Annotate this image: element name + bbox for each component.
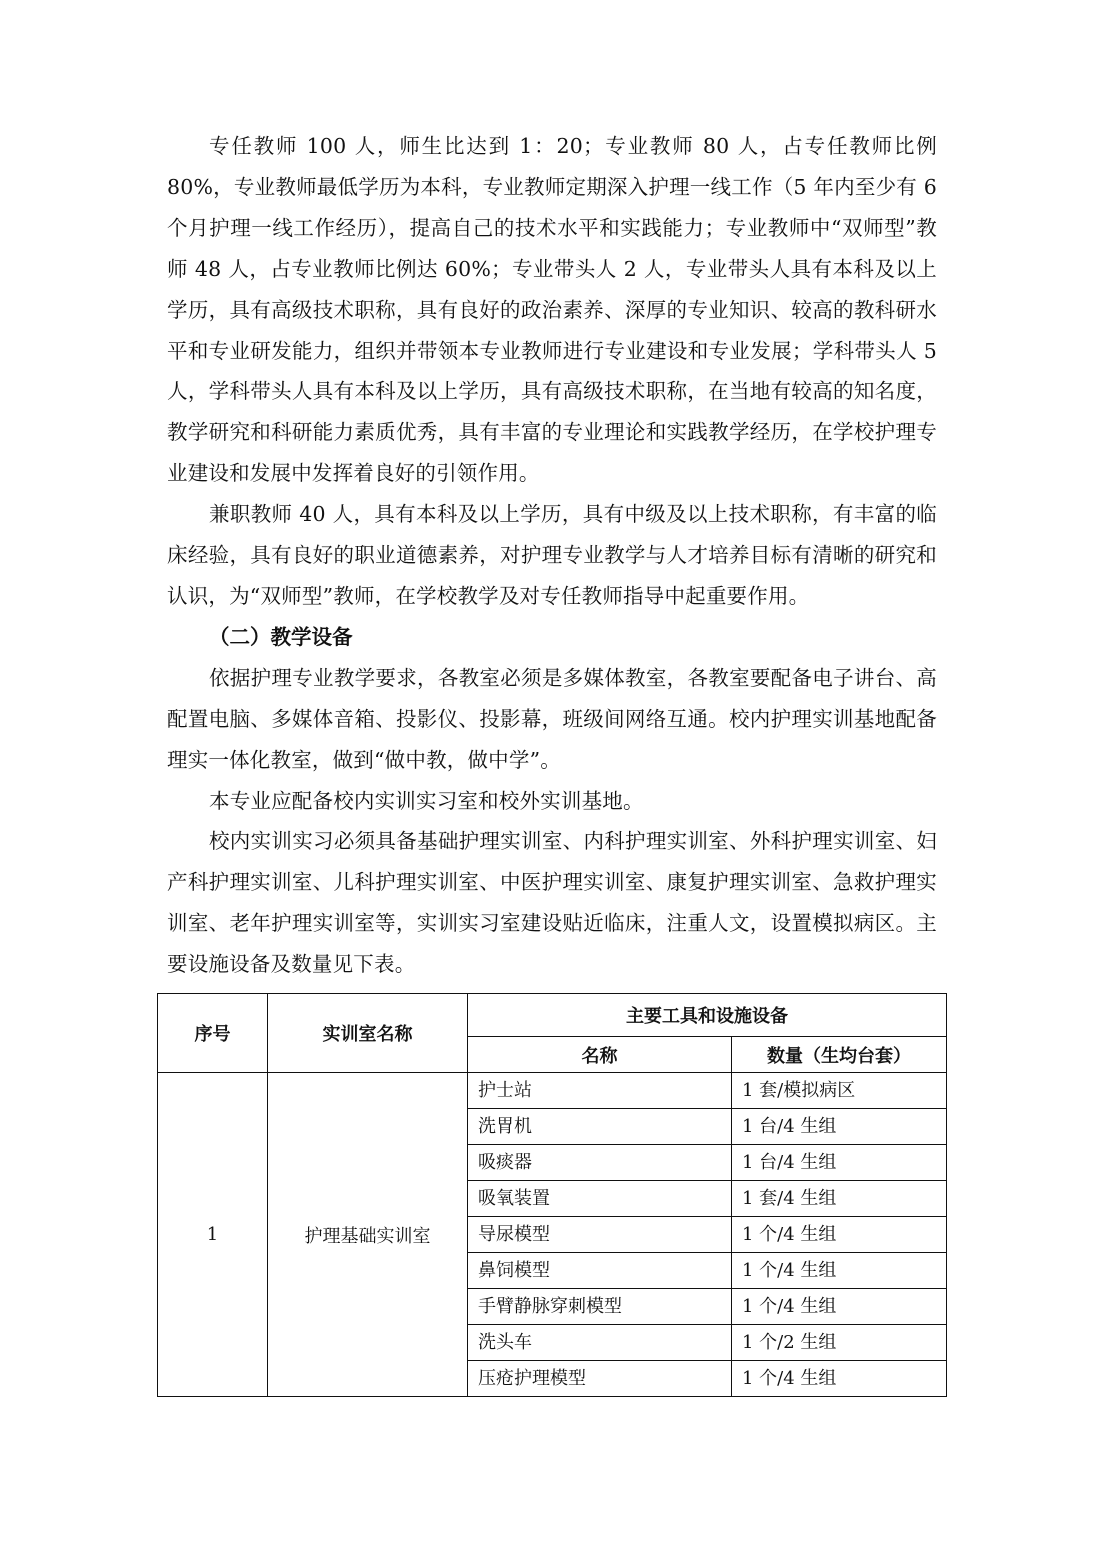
item-quantity-cell: 1 个/4 生组 <box>732 1289 947 1325</box>
row-seq-cell: 1 <box>158 1073 268 1397</box>
item-name-cell: 洗胃机 <box>468 1109 732 1145</box>
item-name-cell: 手臂静脉穿刺模型 <box>468 1289 732 1325</box>
row-room-cell: 护理基础实训室 <box>268 1073 468 1397</box>
document-body <box>167 126 937 985</box>
header-item-name: 名称 <box>468 1037 732 1073</box>
paragraph-training-base: 本专业应配备校内实训实习室和校外实训基地。 <box>209 788 644 813</box>
header-quantity: 数量（生均台套） <box>732 1037 947 1073</box>
item-quantity-cell: 1 台/4 生组 <box>732 1145 947 1181</box>
item-quantity-cell: 1 个/2 生组 <box>732 1325 947 1361</box>
item-name-cell: 吸氧装置 <box>468 1181 732 1217</box>
item-quantity-cell: 1 套/4 生组 <box>732 1181 947 1217</box>
item-name-cell: 吸痰器 <box>468 1145 732 1181</box>
paragraph-classroom-requirements: 依据护理专业教学要求，各教室必须是多媒体教室，各教室要配备电子讲台、高配置电脑、多媒体音箱、投影仪、投影幕，班级间网络互通。校内护理实训基地配备理实一体化教室，做到“做中教，做中学”。 <box>167 665 937 772</box>
item-quantity-cell: 1 个/4 生组 <box>732 1253 947 1289</box>
paragraph-part-time-teachers: 兼职教师 40 人，具有本科及以上学历，具有中级及以上技术职称，有丰富的临床经验，具有良好的职业道德素养，对护理专业教学与人才培养目标有清晰的研究和认识，为“双师型”教师，在学校教学及对专任教师指导中起重要作用。 <box>167 502 937 608</box>
header-room-name: 实训室名称 <box>268 994 468 1073</box>
item-name-cell: 鼻饲模型 <box>468 1253 732 1289</box>
paragraph-full-time-teachers: 专任教师 100 人，师生比达到 1：20；专业教师 80 人，占专任教师比例 80%，专业教师最低学历为本科，专业教师定期深入护理一线工作（5 年内至少有 6 个月护理一线工作经历），提高自己的技术水平和实践能力；专业教师中“双师型”教师 48 人，占专业教师比例达 60%；专业带头人 2 人，专业带头人具有本科及以上学历，具有高级技术职称，具有良好的政治素养、深厚的专业知识、较高的教科研水平和专业研发能力，组织并带领本专业教师进行专业建设和专业发展；学科带头人 5 人，学科带头人具有本科及以上学历，具有高级技术职称，在当地有较高的知名度，教学研究和科研能力素质优秀，具有丰富的专业理论和实践教学经历，在学校护理专业建设和发展中发挥着良好的引领作用。 <box>167 134 937 486</box>
item-name-cell: 洗头车 <box>468 1325 732 1361</box>
item-quantity-cell: 1 个/4 生组 <box>732 1361 947 1397</box>
equipment-table <box>157 993 947 1397</box>
item-quantity-cell: 1 个/4 生组 <box>732 1217 947 1253</box>
item-name-cell: 压疮护理模型 <box>468 1361 732 1397</box>
item-quantity-cell: 1 台/4 生组 <box>732 1109 947 1145</box>
header-equipment-group: 主要工具和设施设备 <box>468 994 947 1037</box>
item-name-cell: 导尿模型 <box>468 1217 732 1253</box>
header-seq: 序号 <box>158 994 268 1073</box>
paragraph-training-rooms: 校内实训实习必须具备基础护理实训室、内科护理实训室、外科护理实训室、妇产科护理实训室、儿科护理实训室、中医护理实训室、康复护理实训室、急救护理实训室、老年护理实训室等，实训实习室建设贴近临床，注重人文，设置模拟病区。主要设施设备及数量见下表。 <box>167 829 937 977</box>
item-quantity-cell: 1 套/模拟病区 <box>732 1073 947 1109</box>
table-row <box>158 1073 947 1109</box>
item-name-cell: 护士站 <box>468 1073 732 1109</box>
section-heading-teaching-equipment: （二）教学设备 <box>209 624 353 649</box>
